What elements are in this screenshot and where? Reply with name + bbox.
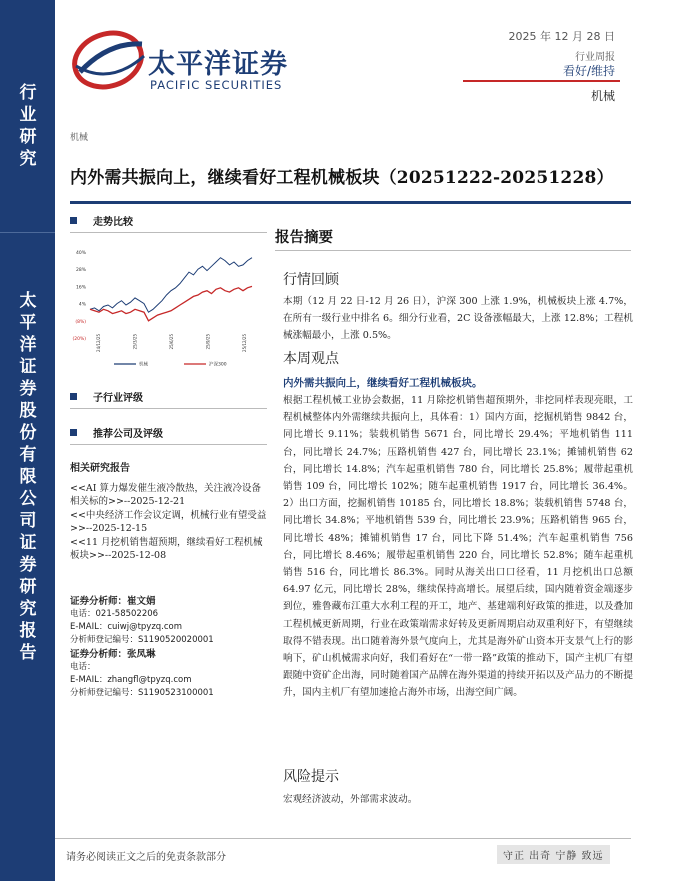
- picks-section: [70, 424, 267, 445]
- x-tick-label: 25/12/25: [242, 334, 247, 352]
- analyst-phone: 电话：: [70, 662, 96, 672]
- risk-heading: 风险提示: [283, 769, 339, 785]
- analyst-phone: 电话：021-58502206: [70, 609, 159, 619]
- bullet-square-icon: [70, 217, 77, 224]
- y-tick-label: (20%): [72, 337, 86, 342]
- x-tick-label: 25/6/25: [169, 334, 174, 350]
- trend-section: [70, 212, 267, 233]
- y-tick-label: 40%: [75, 251, 86, 256]
- series-line-machinery: [90, 258, 252, 313]
- footer-disclaimer: 请务必阅读正文之后的免责条款部分: [66, 852, 226, 863]
- related-report-item[interactable]: <<AI 算力爆发催生液冷散热，关注液冷设备相关标的>>--2025-12-21: [70, 482, 262, 507]
- header-accent-line: [463, 80, 620, 82]
- bullet-square-icon: [70, 393, 77, 400]
- left-sidebar: [0, 0, 55, 881]
- industry-sector: 机械: [590, 89, 615, 103]
- analyst-cert: 分析师登记编号：S1190523100001: [70, 688, 214, 698]
- analyst-card: [70, 648, 267, 700]
- market-review-heading: 行情回顾: [283, 272, 339, 288]
- sidebar-divider: [0, 232, 55, 233]
- legend-label: 沪深300: [209, 362, 227, 368]
- analyst-name: 证券分析师：张凤琳: [70, 649, 156, 660]
- page-title: 内外需共振向上，继续看好工程机械板块（20251222-20251228）: [70, 168, 614, 188]
- views-heading: 本周观点: [283, 351, 339, 367]
- report-date: 2025 年 12 月 28 日: [508, 30, 615, 43]
- title-divider: [70, 201, 631, 204]
- bullet-square-icon: [70, 429, 77, 436]
- y-tick-label: 16%: [75, 285, 86, 291]
- analyst-card: [70, 595, 267, 647]
- logo-name-en: PACIFIC SECURITIES: [150, 78, 283, 92]
- x-tick-label: 24/12/25: [96, 334, 101, 352]
- report-type: 行业周报: [575, 52, 615, 63]
- x-tick-label: 25/3/25: [132, 334, 138, 350]
- logo-name-cn: 太平洋证券: [148, 49, 288, 80]
- analyst-cert: 分析师登记编号：S1190520020001: [70, 635, 214, 645]
- market-review-text: 本期（12 月 22 日-12 月 26 日），沪深 300 上涨 1.9%，机械板块上涨 4.7%，在所有一级行业中排名 6。细分行业看，2C 设备涨幅最大，上涨 12.8%；工程机械涨幅最小，上涨 0.5%。: [283, 296, 633, 342]
- legend-label: 机械: [139, 362, 148, 368]
- footer-divider: [55, 838, 631, 839]
- industry-rating: 看好/维持: [562, 64, 615, 78]
- summary-heading: 报告摘要: [275, 229, 333, 246]
- section-divider: [70, 232, 267, 233]
- views-lead: 内外需共振向上，继续看好工程机械板块。: [283, 377, 483, 389]
- logo-emblem-icon: [70, 22, 150, 92]
- footer-motto: 守正 出奇 宁静 致远: [497, 845, 610, 864]
- analyst-email[interactable]: E-MAIL：cuiwj@tpyzq.com: [70, 622, 183, 632]
- sidebar-label-top: 行业研究: [19, 83, 37, 169]
- sidebar-label-bottom: 太平洋证券股份有限公司证券研究报告: [19, 291, 37, 663]
- y-tick-label: 4%: [78, 302, 86, 308]
- section-divider: [70, 444, 267, 445]
- subindustry-heading: 子行业评级: [93, 392, 143, 404]
- views-text: 根据工程机械工业协会数据，11 月除挖机销售超预期外，非挖同样表现亮眼，工程机械整体内外需继续共振向上，具体看：1）国内方面，挖掘机销售 9842 台，同比增长 9.11%；装载机销售 5671 台，同比增长 29.4%；平地机销售 111 台，同比增长 24.7%；压路机销售 427 台，同比增长 23.1%；摊铺机销售 62 台，同比增长 14.8%；汽车起重机销售 780 台，同比增长 25.8%；履带起重机销售 109 台，同比增长 102%；随车起重机销售 1917 台，同比增长 36.4%。2）出口方面，挖掘机销售 10185 台，同比增长 18.8%；装载机销售 5748 台，同比增长 34.8%；平地机销售 539 台，同比增长 23.9%；压路机销售 965 台，同比增长 48%；摊铺机销售 17 台，同比下降 51.4%；汽车起重机销售 756 台，同比增长 8.46%；履带起重机销售 220 台，同比增长 52.8%；随车起重机销售 516 台，同比增长 86.3%。同时从海关出口口径看，11 月挖机出口总额 64.97 亿元，同比增长 28%，继续保持高增长。展望后续，国内随着资金端逐步到位，雅鲁藏布江重大水利工程的开工，地产、基建端利好政策的推进，以及叠加工程机械更新周期，行业在政策端需求好转及更新周期启动双重利好下，有望继续取得不错表现。出口随着海外景气度向上，尤其是海外矿山资本开支景气上行的影响下，矿山机械需求向好，我们看好在“一带一路”政策的推动下，国产主机厂有望跟随中资矿企出海，同时随着国产品牌在海外渠道的持续开拓以及产品力的不断提升，国内主机厂有望加速抢占海外市场，出海空间广阔。: [283, 395, 633, 699]
- related-report-item[interactable]: <<11 月挖机销售超预期，继续看好工程机械板块>>--2025-12-08: [70, 536, 263, 561]
- related-reports: [70, 462, 267, 563]
- header-meta: [509, 28, 615, 63]
- risk-text: 宏观经济波动，外部需求波动。: [283, 794, 418, 805]
- summary-divider: [275, 250, 631, 251]
- related-report-item[interactable]: <<中央经济工作会议定调，机械行业有望受益>>--2025-12-15: [70, 509, 267, 534]
- subindustry-section: [70, 388, 267, 409]
- company-logo: [70, 22, 310, 92]
- trend-chart: [70, 244, 260, 372]
- y-tick-label: (8%): [75, 319, 86, 325]
- y-tick-label: 28%: [75, 268, 86, 274]
- section-divider: [70, 408, 267, 409]
- analyst-email[interactable]: E-MAIL：zhangfl@tpyzq.com: [70, 675, 192, 685]
- related-heading: 相关研究报告: [70, 463, 130, 474]
- series-line-hs300: [90, 286, 252, 320]
- trend-heading: 走势比较: [93, 216, 133, 228]
- analyst-name: 证券分析师：崔文娟: [70, 596, 156, 607]
- breadcrumb: 机械: [70, 133, 89, 143]
- x-tick-label: 25/9/25: [205, 334, 211, 350]
- picks-heading: 推荐公司及评级: [93, 428, 163, 440]
